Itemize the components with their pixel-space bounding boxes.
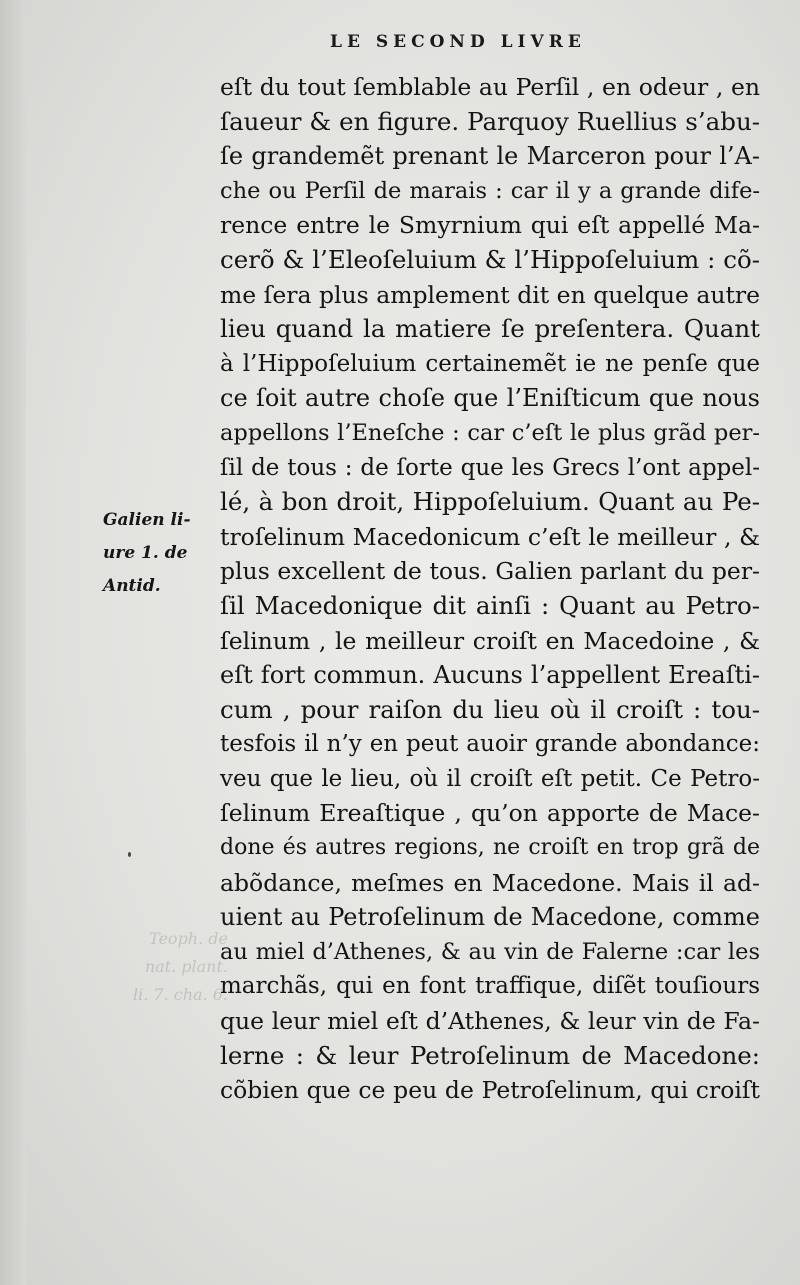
bleed-through-note [110,925,228,1009]
text-line: abõdance, meſmes en Macedone. Mais il ad- [220,868,760,897]
text-line: me ſera plus amplement dit en quelque autre [220,280,761,309]
text-line: rence entre le Smyrnium qui eſt appellé Ma- [220,211,760,240]
text-line: ſe grandemẽt prenant le Marceron pour l’A- [220,142,760,171]
text-line: plus excellent de tous. Galien parlant du per- [220,557,760,586]
marginal-note-line: ure 1. de [103,543,188,563]
text-line: eſt fort commun. Aucuns l’appellent Ereaſti- [220,661,760,690]
text-line: que leur miel eſt d’Athenes, & leur vin de Fa- [220,1007,760,1036]
text-line: marchãs, qui en font traffique, diſẽt touſiours [220,973,760,1000]
page-gutter-shadow [0,0,26,1285]
marginal-note-line: Antid. [103,576,161,596]
bleed-through-line: nat. plant. [144,957,228,976]
text-line: cerõ & l’Eleoſeluium & l’Hippoſeluium : cõ- [220,244,760,274]
text-line: uient au Petroſelinum de Macedone, comme [220,903,760,932]
text-line: eſt du tout ſemblable au Perſil , en odeur , en [220,73,760,101]
text-line: veu que le lieu, où il croiſt eſt petit. Ce Petro- [220,765,760,792]
text-line: cõbien que ce peu de Petroſelinum, qui croiſt [220,1076,760,1105]
text-line: ſaueur & en figure. Parquoy Ruellius s’abu- [220,106,760,136]
main-text-block [220,70,760,1108]
bleed-through-line: Teoph. de [149,929,228,948]
text-line: done és autres regions, ne croiſt en trop grã de [220,835,760,861]
text-line: che ou Perſil de marais : car il y a grande dife- [220,177,760,204]
text-line: ce ſoit autre choſe que l’Eniſticum que nous [220,384,760,413]
text-line: au miel d’Athenes, & au vin de Falerne :car les [220,938,760,965]
text-line: lieu quand la matiere ſe preſentera. Quant [220,314,760,344]
marginal-note-line: Galien li- [103,510,191,530]
ink-speck [128,852,131,857]
text-line: appellons l’Eneſche : car c’eſt le plus grãd per- [220,419,760,446]
marginal-note [103,504,213,603]
running-head: LE SECOND LIVRE [330,32,586,52]
text-line: troſelinum Macedonicum c’eſt le meilleur , & [220,522,760,551]
text-line: ſil de tous : de ſorte que les Grecs l’ont appel- [220,454,760,481]
text-line: lerne : & leur Petroſelinum de Macedone: [220,1040,760,1070]
text-line: ſelinum , le meilleur croiſt en Macedoine , & [220,626,760,655]
text-line: lé, à bon droit, Hippoſeluium. Quant au Pe- [220,487,760,517]
text-line: ſil Macedonique dit ainſi : Quant au Petro- [220,590,760,620]
text-line: à l’Hippoſeluium certainemẽt ie ne penſe que [220,350,760,377]
text-line: ſelinum Ereaſtique , qu’on apporte de Mace- [220,799,760,828]
bleed-through-line: li. 7. cha. 6. [133,985,228,1004]
text-line: cum , pour raiſon du lieu où il croiſt : tou- [220,694,760,724]
text-line: tesfois il n’y en peut auoir grande abondance: [220,731,760,758]
